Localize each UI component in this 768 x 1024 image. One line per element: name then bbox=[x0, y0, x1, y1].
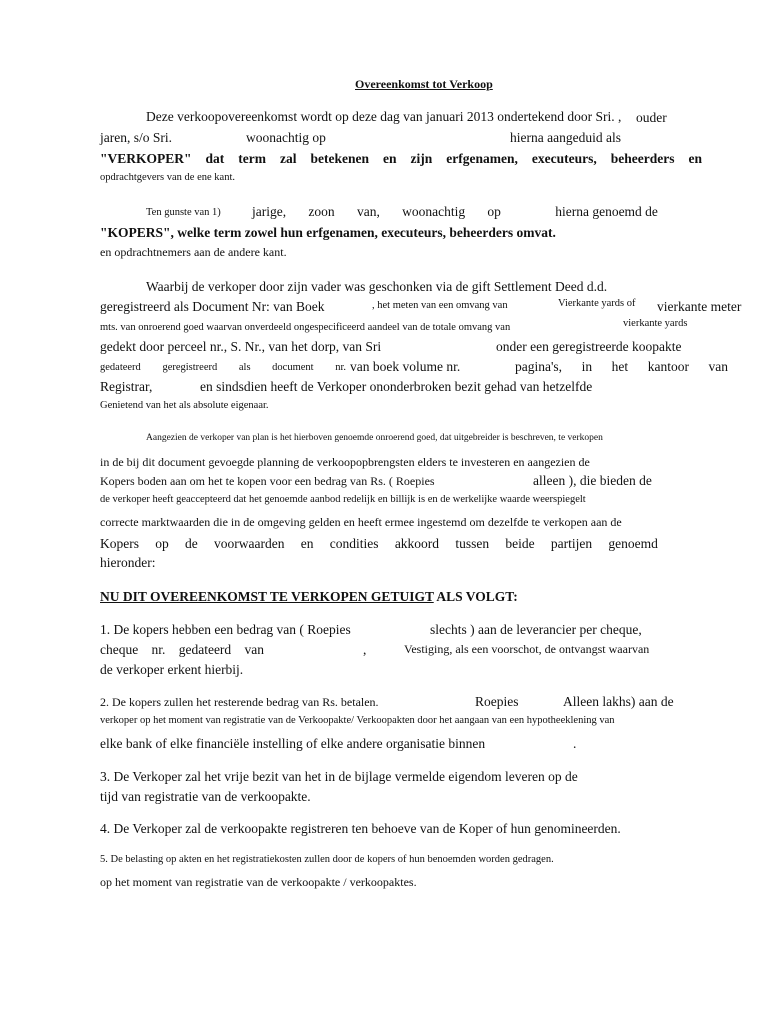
clause1-line2-word: cheque bbox=[100, 642, 139, 657]
p1-line4: opdrachtgevers van de ene kant. bbox=[100, 172, 235, 183]
p3-line5c-word: pagina's, bbox=[515, 359, 563, 374]
p4-line7: hieronder: bbox=[100, 555, 156, 570]
p1-line3-word: executeurs, bbox=[531, 151, 597, 166]
p1-line2-c: hierna aangeduid als bbox=[510, 130, 621, 145]
p4-line6-word: op bbox=[155, 536, 169, 551]
clause4-line1: 4. De Verkoper zal de verkoopakte registreren ten behoeve van de Koper of hun genomineerden. bbox=[100, 821, 621, 836]
clause2-line3-b: . bbox=[573, 736, 577, 751]
p4-line2: in de bij dit document gevoegde planning de verkoopopbrengsten elders te investeren en aangezien de bbox=[100, 455, 590, 469]
p4-line6-word: de bbox=[185, 536, 198, 551]
p3-line3-a: mts. van onroerend goed waarvan onverdeeld ongespecificeerd aandeel van de totale omvang van bbox=[100, 322, 511, 333]
p3-line2-d: vierkante meter bbox=[657, 299, 742, 314]
p3-line5-word: document bbox=[272, 362, 314, 373]
p4-line6-word: en bbox=[300, 536, 314, 551]
p4-line6-word: genoemd bbox=[608, 536, 658, 551]
p1-line1-end: ouder bbox=[636, 110, 667, 125]
p1-line3-word: dat bbox=[205, 151, 225, 166]
p4-line6-word: Kopers bbox=[100, 536, 139, 551]
p1-line3-word: en bbox=[688, 151, 702, 166]
p4-line6-word: akkoord bbox=[394, 536, 440, 551]
p1-line2-b: woonachtig op bbox=[246, 130, 326, 145]
p2-line1-a: Ten gunste van 1) bbox=[146, 207, 221, 218]
p3-line5c-word: in bbox=[581, 359, 593, 374]
p4-line3-a: Kopers boden aan om het te kopen voor een bedrag van Rs. ( Roepies bbox=[100, 474, 435, 488]
p3-line5c-word: het bbox=[611, 359, 629, 374]
p4-line1: Aangezien de verkoper van plan is het hierboven genoemde onroerend goed, dat uitgebreider is beschreven, te verkopen bbox=[146, 433, 603, 443]
p2-line1-word: van, bbox=[356, 204, 380, 219]
clause5-line1: 5. De belasting op akten en het registratiekosten zullen door de kopers of hun benoemden worden gedragen. bbox=[100, 854, 554, 865]
section-heading-underlined: NU DIT OVEREENKOMST TE VERKOPEN GETUIGT bbox=[100, 589, 434, 604]
p4-line3-b: alleen ), die bieden de bbox=[533, 473, 652, 488]
clause1-line2-a bbox=[100, 643, 264, 657]
p2-line1-word: hierna genoemd de bbox=[555, 204, 658, 219]
p4-line6-word: beide bbox=[505, 536, 535, 551]
p3-line5-a bbox=[100, 363, 346, 374]
p3-line5c-word: kantoor bbox=[647, 359, 689, 374]
p4-line5: correcte marktwaarden die in de omgeving gelden en heeft ermee ingestemd om dezelfde te verkopen aan de bbox=[100, 515, 622, 529]
clause1-line3: de verkoper erkent hierbij. bbox=[100, 662, 244, 677]
document-title: Overeenkomst tot Verkoop bbox=[355, 77, 493, 91]
clause2-line1-c: Alleen lakhs) aan de bbox=[563, 694, 674, 709]
p1-line3-word: betekenen bbox=[310, 151, 369, 166]
clause1-line2-c: Vestiging, als een voorschot, de ontvangst waarvan bbox=[404, 642, 650, 656]
clause2-line1-b: Roepies bbox=[475, 694, 519, 709]
p1-line3-word: zal bbox=[280, 151, 297, 166]
p4-line6 bbox=[100, 537, 658, 551]
clause1-line2-b: , bbox=[363, 642, 367, 657]
p2-line1-word: woonachtig bbox=[402, 204, 466, 219]
p1-line3-word: "VERKOPER" bbox=[100, 151, 192, 166]
p3-line5-word: gedateerd bbox=[100, 362, 141, 373]
p3-line5-word: geregistreerd bbox=[162, 362, 218, 373]
p3-line5-c bbox=[515, 360, 728, 374]
p4-line6-word: tussen bbox=[455, 536, 490, 551]
p2-line1-word: jarige, bbox=[252, 204, 287, 219]
p2-line1-word: op bbox=[487, 204, 501, 219]
clause2-line1-a: 2. De kopers zullen het resterende bedrag van Rs. betalen. bbox=[100, 695, 379, 709]
clause1-line2-word: nr. bbox=[151, 642, 166, 657]
section-heading-rest: ALS VOLGT: bbox=[433, 589, 518, 604]
p4-line4: de verkoper heeft geaccepteerd dat het genoemde aanbod redelijk en billijk is en de werkelijke waarde weerspiegelt bbox=[100, 494, 586, 505]
clause1-line2-word: van bbox=[244, 642, 264, 657]
p2-line1 bbox=[252, 205, 658, 219]
clause1-line1-b: slechts ) aan de leverancier per cheque, bbox=[430, 622, 642, 637]
p3-line5-word: als bbox=[238, 362, 251, 373]
clause3-line1: 3. De Verkoper zal het vrije bezit van het in de bijlage vermelde eigendom leveren op de bbox=[100, 769, 578, 784]
clause3-line2: tijd van registratie van de verkoopakte. bbox=[100, 789, 311, 804]
section-heading bbox=[100, 590, 518, 604]
p3-line4-a: gedekt door perceel nr., S. Nr., van het dorp, van Sri bbox=[100, 339, 382, 354]
p1-line3-word: en bbox=[383, 151, 397, 166]
p3-line5c-word: van bbox=[708, 359, 728, 374]
p2-line2: "KOPERS", welke term zowel hun erfgenamen, executeurs, beheerders omvat. bbox=[100, 225, 556, 240]
p4-line6-word: partijen bbox=[550, 536, 593, 551]
p3-line2-a: geregistreerd als Document Nr: van Boek bbox=[100, 299, 325, 314]
p1-line3-word: zijn bbox=[410, 151, 433, 166]
p1-line3-word: erfgenamen, bbox=[446, 151, 518, 166]
p3-line5-word: nr. bbox=[335, 362, 346, 373]
p3-line4-b: onder een geregistreerde koopakte bbox=[496, 339, 682, 354]
p3-line6-b: en sindsdien heeft de Verkoper ononderbroken bezit gehad van hetzelfde bbox=[200, 379, 593, 394]
clause2-line2: verkoper op het moment van registratie van de Verkoopakte/ Verkoopakten door het aangaan van een hypotheeklening van bbox=[100, 715, 615, 726]
p3-line2-b: , het meten van een omvang van bbox=[372, 300, 508, 311]
clause1-line1-a: 1. De kopers hebben een bedrag van ( Roepies bbox=[100, 622, 351, 637]
clause5-line2: op het moment van registratie van de verkoopakte / verkoopaktes. bbox=[100, 875, 417, 889]
p3-line1: Waarbij de verkoper door zijn vader was geschonken via de gift Settlement Deed d.d. bbox=[146, 279, 608, 294]
p1-line3-word: term bbox=[238, 151, 266, 166]
p1-line1: Deze verkoopovereenkomst wordt op deze dag van januari 2013 ondertekend door Sri. , bbox=[146, 109, 622, 124]
p2-line1-word: zoon bbox=[308, 204, 335, 219]
p4-line6-word: condities bbox=[329, 536, 379, 551]
p1-line2-a: jaren, s/o Sri. bbox=[100, 130, 172, 145]
p1-line3-word: beheerders bbox=[610, 151, 675, 166]
clause2-line3-a: elke bank of elke financiële instelling of elke andere organisatie binnen bbox=[100, 736, 486, 751]
p2-line3: en opdrachtnemers aan de andere kant. bbox=[100, 245, 287, 259]
p3-line5-b: van boek volume nr. bbox=[350, 359, 461, 374]
clause1-line2-word: gedateerd bbox=[178, 642, 232, 657]
p3-line7: Genietend van het als absolute eigenaar. bbox=[100, 400, 269, 411]
p4-line6-word: voorwaarden bbox=[214, 536, 285, 551]
p1-line3 bbox=[100, 152, 702, 166]
p3-line3-b: vierkante yards bbox=[623, 318, 688, 329]
p3-line2-c: Vierkante yards of bbox=[558, 298, 636, 309]
p3-line6-a: Registrar, bbox=[100, 379, 153, 394]
